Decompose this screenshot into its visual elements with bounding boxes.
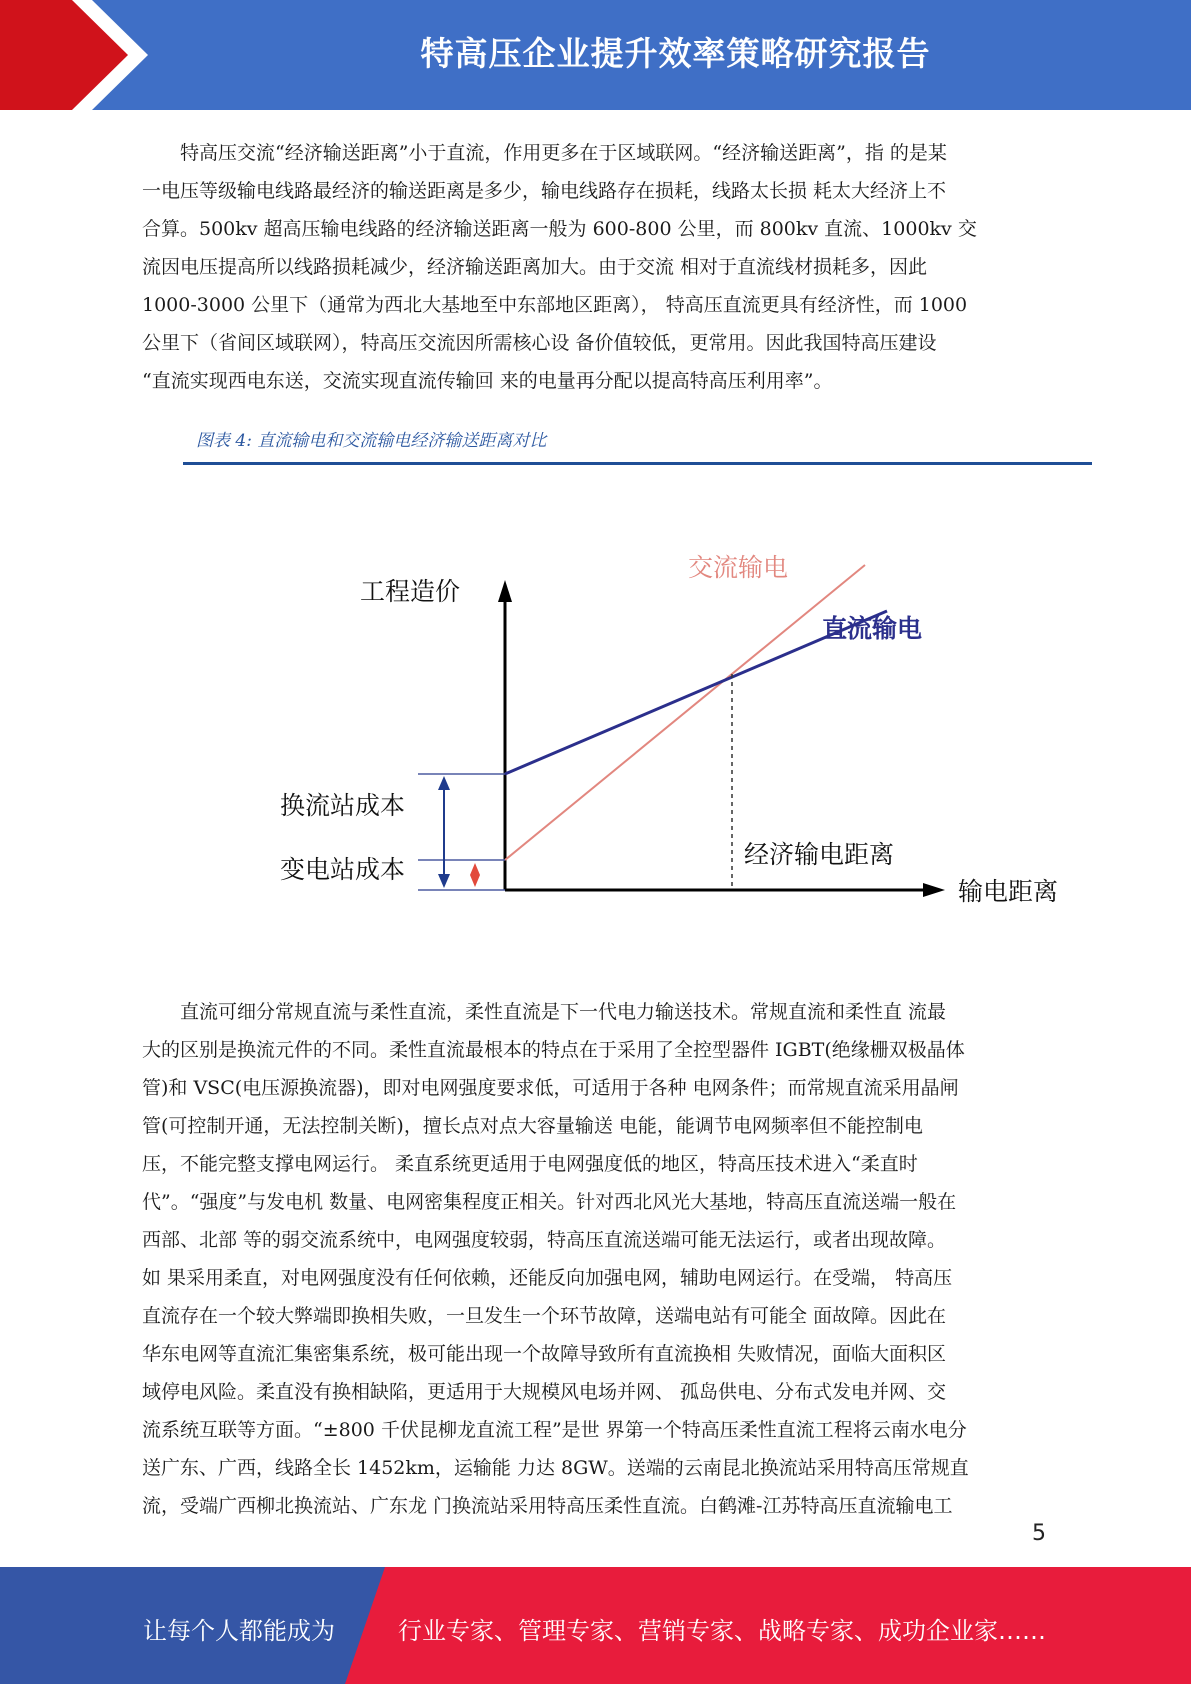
- paragraph-line: 代”。“强度”与发电机 数量、电网密集程度正相关。针对西北风光大基地，特高压直流送端一般在: [142, 1191, 957, 1213]
- paragraph-line: 管(可控制开通，无法控制关断)，擅长点对点大容量输送 电能，能调节电网频率但不能控制电: [142, 1115, 923, 1137]
- converter-cost-label: 换流站成本: [280, 791, 406, 820]
- figure-caption: 图表 4: 直流输电和交流输电经济输送距离对比: [196, 431, 547, 451]
- substation-cost-marker: [470, 863, 480, 887]
- paragraph-line: 直流存在一个较大弊端即换相失败，一旦发生一个环节故障，送端电站有可能全 面故障。因此在: [142, 1305, 947, 1327]
- paragraph-line: “直流实现西电东送，交流实现直流传输回 来的电量再分配以提高特高压利用率”。: [142, 370, 833, 392]
- paragraph-1: [142, 134, 1048, 400]
- paragraph-line: 送广东、广西，线路全长 1452km，运输能 力达 8GW。送端的云南昆北换流站采用特高压常规直: [142, 1457, 969, 1479]
- paragraph-line: 公里下（省间区域联网），特高压交流因所需核心设 备价值较低，更常用。因此我国特高压建设: [142, 332, 937, 354]
- paragraph-line: 一电压等级输电线路最经济的输送距离是多少，输电线路存在损耗，线路太长损 耗太大经济上不: [142, 180, 947, 202]
- paragraph-line: 直流可细分常规直流与柔性直流，柔性直流是下一代电力输送技术。常规直流和柔性直 流最: [142, 1001, 947, 1023]
- paragraph-line: 管)和 VSC(电压源换流器)，即对电网强度要求低，可适用于各种 电网条件；而常规直流采用晶闸: [142, 1077, 959, 1099]
- paragraph-line: 特高压交流“经济输送距离”小于直流，作用更多在于区域联网。“经济输送距离”，指 的是某: [142, 142, 947, 164]
- paragraph-2: [142, 993, 1048, 1525]
- x-axis-arrowhead: [923, 883, 945, 897]
- footer-slogan-right: 行业专家、管理专家、营销专家、战略专家、成功企业家……: [398, 1617, 1046, 1645]
- caption-divider: [183, 462, 1092, 465]
- paragraph-line: 大的区别是换流元件的不同。柔性直流最根本的特点在于采用了全控型器件 IGBT(绝缘栅双极晶体: [142, 1039, 965, 1061]
- paragraph-line: 合算。500kv 超高压输电线路的经济输送距离一般为 600-800 公里，而 800kv 直流、1000kv 交: [142, 218, 977, 240]
- header-chevron-decoration: [0, 0, 160, 110]
- ac-cost-line: [505, 565, 865, 860]
- y-axis-arrowhead: [498, 580, 512, 602]
- footer-slogan-left: 让每个人都能成为: [143, 1617, 335, 1645]
- page-footer: [0, 1567, 1191, 1684]
- page-header: [0, 0, 1191, 110]
- paragraph-line: 流因电压提高所以线路损耗减少，经济输送距离加大。由于交流 相对于直流线材损耗多，因此: [142, 256, 928, 278]
- paragraph-line: 压，不能完整支撑电网运行。 柔直系统更适用于电网强度低的地区，特高压技术进入“柔直时: [142, 1153, 918, 1175]
- cost-distance-diagram: [270, 540, 1070, 930]
- paragraph-line: 流，受端广西柳北换流站、广东龙 门换流站采用特高压柔性直流。白鹤滩-江苏特高压直流输电工: [142, 1495, 953, 1517]
- arrow-down: [438, 874, 450, 888]
- paragraph-line: 华东电网等直流汇集密集系统，极可能出现一个故障导致所有直流换相 失败情况，面临大面积区: [142, 1343, 947, 1365]
- paragraph-line: 如 果采用柔直，对电网强度没有任何依赖，还能反向加强电网，辅助电网运行。在受端， 特高压: [142, 1267, 953, 1289]
- ac-series-label: 交流输电: [688, 553, 789, 582]
- y-axis-label: 工程造价: [360, 577, 461, 606]
- dc-series-label: 直流输电: [822, 614, 923, 643]
- arrow-up: [438, 776, 450, 790]
- economic-distance-label: 经济输电距离: [744, 840, 895, 869]
- page-number: 5: [1032, 1521, 1046, 1546]
- paragraph-line: 域停电风险。柔直没有换相缺陷，更适用于大规模风电场并网、 孤岛供电、分布式发电并网、交: [142, 1381, 947, 1403]
- paragraph-line: 西部、北部 等的弱交流系统中，电网强度较弱，特高压直流送端可能无法运行，或者出现故障。: [142, 1229, 947, 1251]
- substation-cost-label: 变电站成本: [280, 855, 406, 884]
- x-axis-label: 输电距离: [958, 877, 1059, 906]
- report-title: 特高压企业提升效率策略研究报告: [420, 34, 931, 73]
- paragraph-line: 1000-3000 公里下（通常为西北大基地至中东部地区距离）， 特高压直流更具有经济性，而 1000: [142, 294, 968, 316]
- paragraph-line: 流系统互联等方面。“±800 千伏昆柳龙直流工程”是世 界第一个特高压柔性直流工程将云南水电分: [142, 1419, 967, 1441]
